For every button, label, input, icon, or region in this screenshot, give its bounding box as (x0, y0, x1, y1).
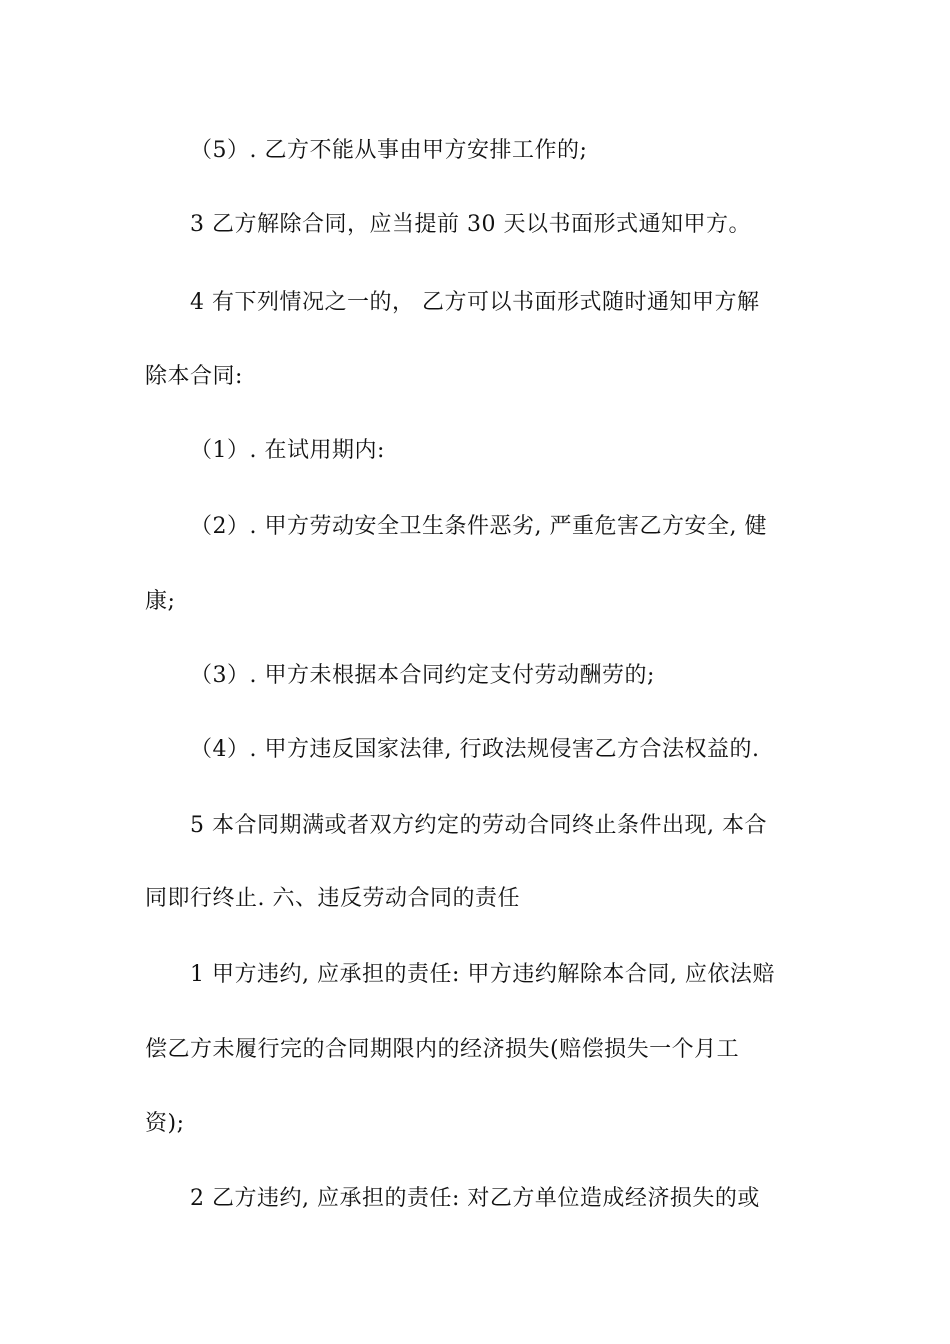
liability-1-line-3: 资); (145, 1111, 185, 1136)
clause-4-item-2-line-1: （2）. 甲方劳动安全卫生条件恶劣, 严重危害乙方安全, 健 (190, 514, 767, 539)
clause-5-line-2-section-6-heading: 同即行终止. 六、违反劳动合同的责任 (145, 886, 520, 911)
liability-1-line-1: 1 甲方违约, 应承担的责任: 甲方违约解除本合同, 应依法赔 (190, 962, 775, 987)
clause-4-line-1: 4 有下列情况之一的， 乙方可以书面形式随时通知甲方解 (190, 290, 760, 315)
clause-5-item-5: （5）. 乙方不能从事由甲方安排工作的; (190, 138, 588, 163)
clause-4-item-4: （4）. 甲方违反国家法律, 行政法规侵害乙方合法权益的. (190, 737, 760, 762)
clause-4-item-2-line-2: 康; (145, 589, 176, 614)
clause-4-line-2: 除本合同: (145, 364, 243, 389)
clause-3: 3 乙方解除合同，应当提前 30 天以书面形式通知甲方。 (190, 212, 751, 237)
clause-4-item-3: （3）. 甲方未根据本合同约定支付劳动酬劳的; (190, 663, 655, 688)
clause-5-line-1: 5 本合同期满或者双方约定的劳动合同终止条件出现, 本合 (190, 813, 767, 838)
liability-2-line-1: 2 乙方违约, 应承担的责任: 对乙方单位造成经济损失的或 (190, 1186, 760, 1211)
clause-4-item-1: （1）. 在试用期内: (190, 438, 385, 463)
liability-1-line-2: 偿乙方未履行完的合同期限内的经济损失(赔偿损失一个月工 (145, 1037, 740, 1062)
